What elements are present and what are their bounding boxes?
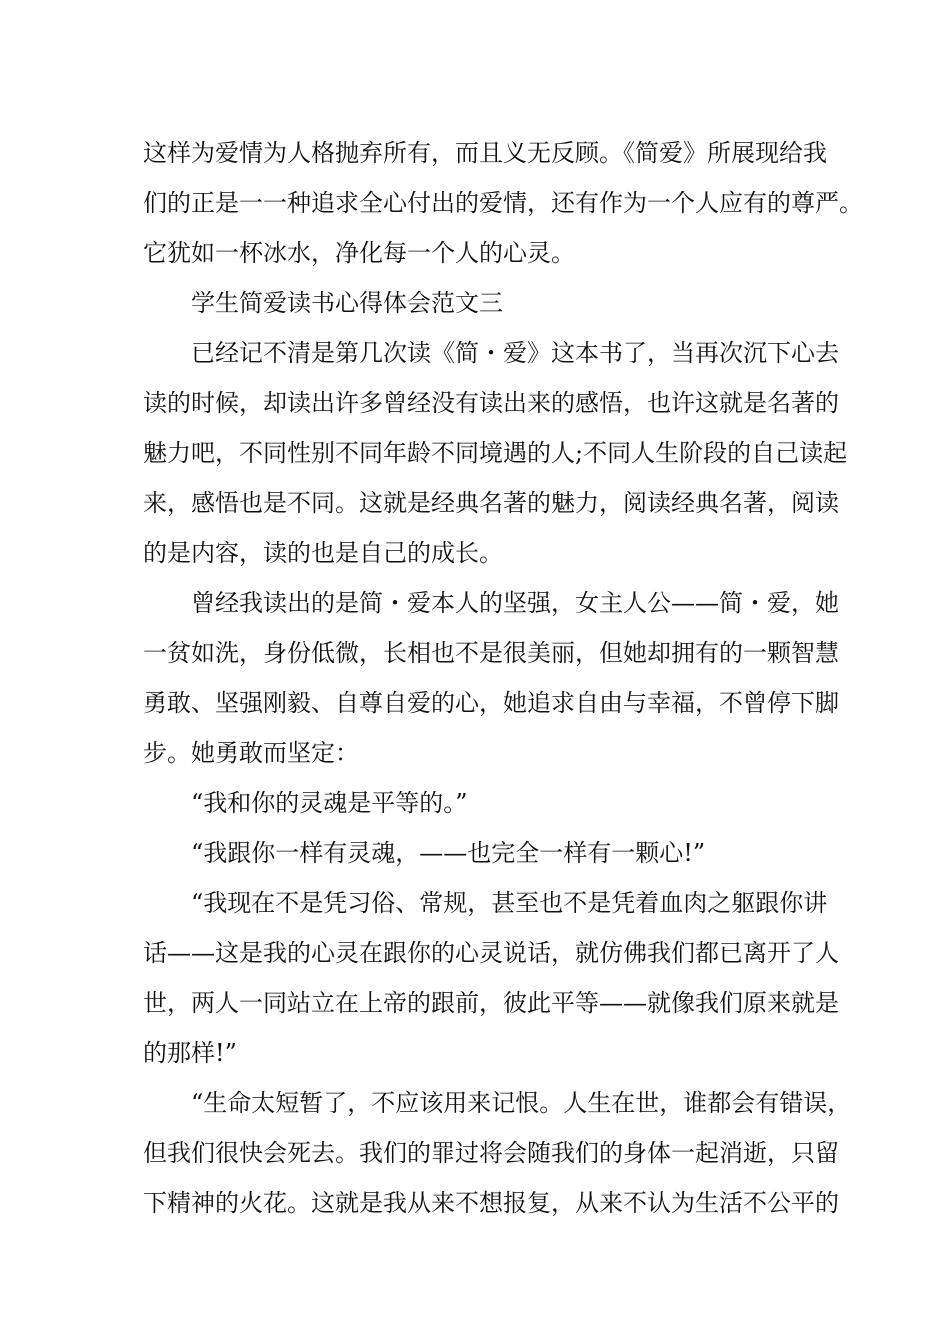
- paragraph-line: 步。她勇敢而坚定：: [143, 739, 359, 767]
- paragraph-line: 它犹如一杯冰水，净化每一个人的心灵。: [143, 239, 575, 267]
- quote-line: 话——这是我的心灵在跟你的心灵说话，就仿佛我们都已离开了人: [143, 939, 839, 967]
- paragraph-line: 这样为爱情为人格抛弃所有，而且义无反顾。《简爱》所展现给我: [143, 139, 827, 167]
- paragraph-line: 已经记不清是第几次读《简・爱》这本书了，当再次沉下心去: [191, 339, 839, 367]
- quote-line: “我跟你一样有灵魂，——也完全一样有一颗心!”: [191, 839, 706, 867]
- quote-line: “我和你的灵魂是平等的。”: [191, 789, 468, 817]
- paragraph-line: 的是内容，读的也是自己的成长。: [143, 539, 503, 567]
- quote-line: “我现在不是凭习俗、常规，甚至也不是凭着血肉之躯跟你讲: [191, 889, 828, 917]
- quote-line: 下精神的火花。这就是我从来不想报复，从来不认为生活不公平的: [143, 1189, 839, 1217]
- paragraph-line: 曾经我读出的是简・爱本人的坚强，女主人公——简・爱，她: [191, 589, 839, 617]
- paragraph-line: 来，感悟也是不同。这就是经典名著的魅力，阅读经典名著，阅读: [143, 489, 839, 517]
- quote-line: 世，两人一同站立在上帝的跟前，彼此平等——就像我们原来就是: [143, 989, 839, 1017]
- document-body: [143, 128, 863, 1228]
- quote-line: 的那样!”: [143, 1039, 237, 1067]
- paragraph-line: 们的正是一一种追求全心付出的爱情，还有作为一个人应有的尊严。: [143, 189, 863, 217]
- quote-line: “生命太短暂了，不应该用来记恨。人生在世，谁都会有错误，: [191, 1089, 852, 1117]
- paragraph-line: 一贫如洗，身份低微，长相也不是很美丽，但她却拥有的一颗智慧: [143, 639, 839, 667]
- paragraph-line: 勇敢、坚强刚毅、自尊自爱的心，她追求自由与幸福，不曾停下脚: [143, 689, 839, 717]
- section-heading: 学生简爱读书心得体会范文三: [191, 289, 503, 317]
- quote-line: 但我们很快会死去。我们的罪过将会随我们的身体一起消逝，只留: [143, 1139, 839, 1167]
- paragraph-line: 读的时候，却读出许多曾经没有读出来的感悟，也许这就是名著的: [143, 389, 839, 417]
- paragraph-line: 魅力吧，不同性别不同年龄不同境遇的人;不同人生阶段的自己读起: [143, 439, 848, 467]
